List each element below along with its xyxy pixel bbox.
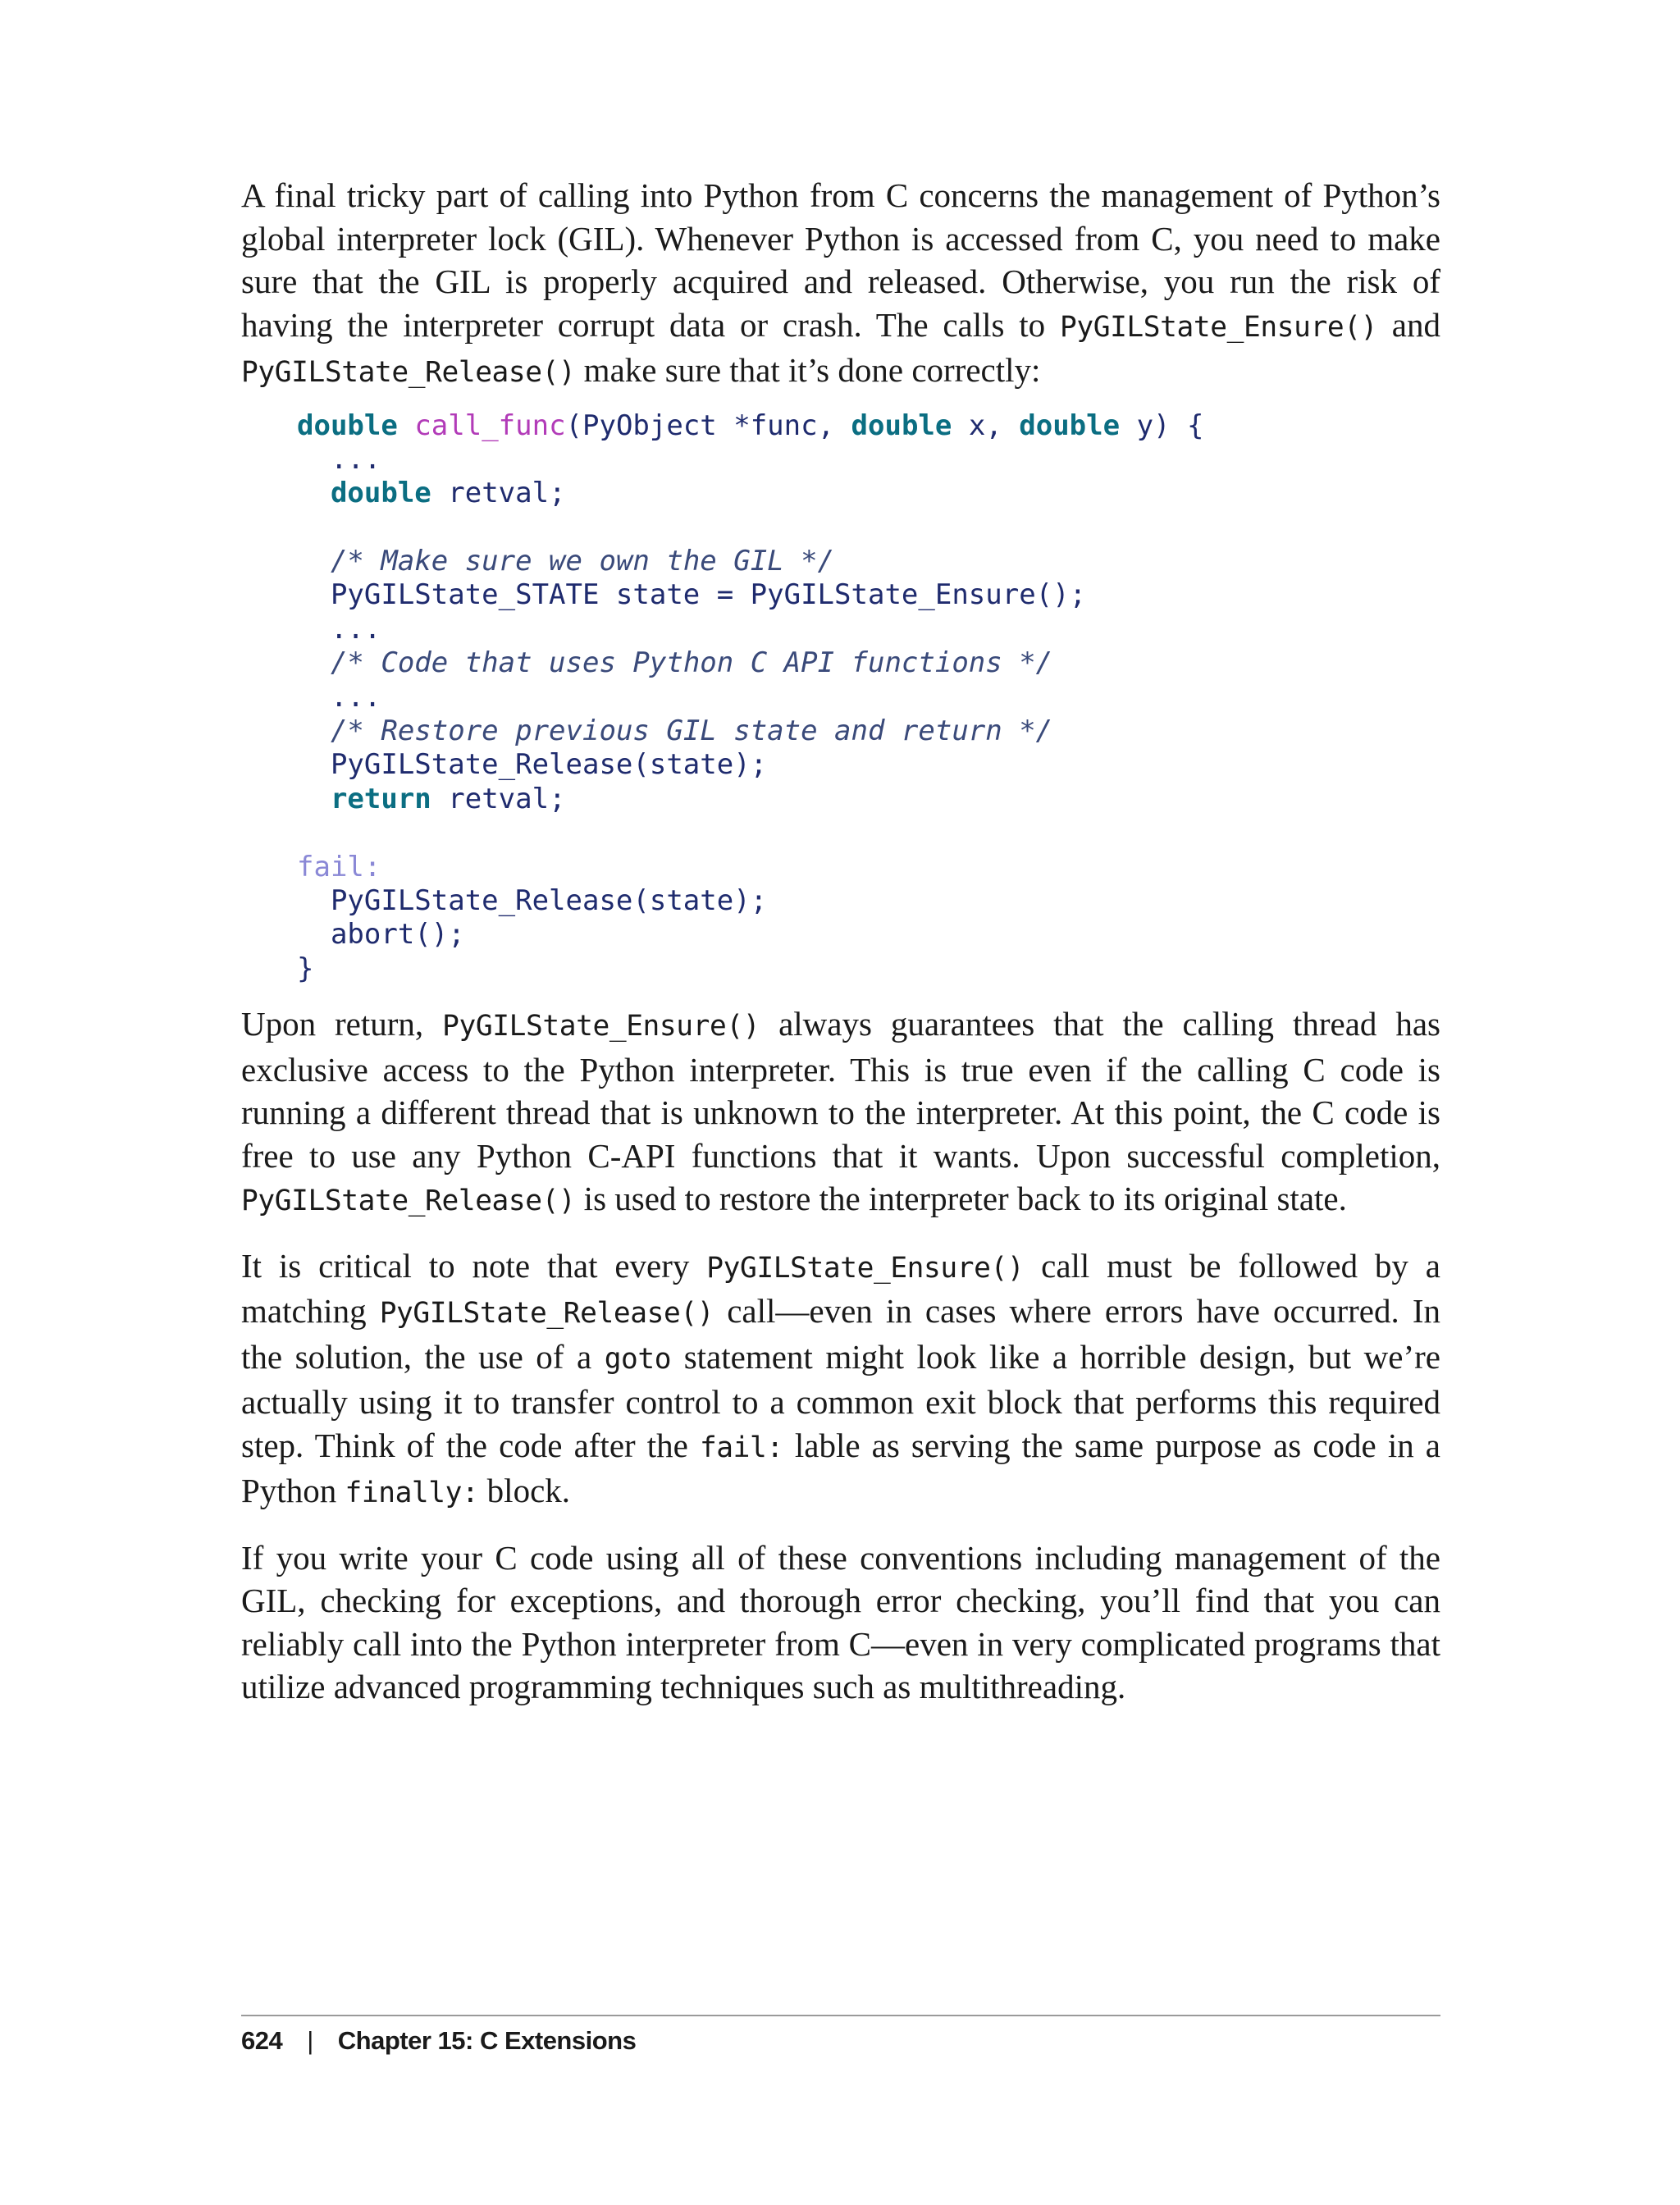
code-token: ... xyxy=(297,442,381,476)
inline-code: PyGILState_Release() xyxy=(241,356,576,389)
code-line xyxy=(297,714,1440,748)
prose-text: and xyxy=(1377,305,1440,344)
inline-code: PyGILState_Release() xyxy=(241,1185,576,1218)
prose-text: make sure that it’s done correctly: xyxy=(575,351,1041,389)
paragraph-conclusion xyxy=(241,1536,1440,1709)
code-line xyxy=(297,851,1440,884)
code-token: retval; xyxy=(431,477,566,510)
paragraph-intro xyxy=(241,174,1440,395)
page-content xyxy=(241,174,1440,1730)
footer-separator: | xyxy=(307,2026,313,2055)
code-token xyxy=(297,714,331,747)
paragraph-critical-note xyxy=(241,1244,1440,1515)
code-line xyxy=(297,578,1440,612)
code-token: return xyxy=(330,782,431,815)
paragraph-upon-return xyxy=(241,1002,1440,1223)
code-token: y) { xyxy=(1120,409,1204,442)
prose-text: lable as serving the same purpose as code in a Python xyxy=(241,1426,1440,1510)
inline-code: PyGILState_Ensure() xyxy=(1059,310,1377,344)
code-token xyxy=(297,545,331,578)
code-line xyxy=(297,511,1440,545)
code-token: /* Code that uses Python C API functions */ xyxy=(330,646,1053,680)
code-line xyxy=(297,816,1440,850)
code-line xyxy=(297,681,1440,714)
inline-code: PyGILState_Release() xyxy=(379,1297,714,1331)
code-token: /* Restore previous GIL state and return */ xyxy=(330,714,1053,748)
code-token: double xyxy=(297,409,398,442)
page-footer xyxy=(241,2026,636,2056)
prose-text: always guarantees that the calling thread has exclusive access to the Python interpreter. This is true even if the calling C code is running a different thread that is unknown to the interpreter. At this point, the C code is free to use any Python C-API functions that it wants. Upon successful completion, xyxy=(241,1005,1440,1175)
code-block-call-func xyxy=(297,409,1440,987)
inline-code: goto xyxy=(604,1342,672,1376)
code-line xyxy=(297,884,1440,918)
code-line xyxy=(297,477,1440,510)
code-token xyxy=(297,477,331,509)
code-token: double xyxy=(851,409,952,442)
code-line xyxy=(297,409,1440,443)
code-token: PyGILState_Release(state); xyxy=(297,748,768,782)
prose-text: It is critical to note that every xyxy=(241,1246,707,1285)
footer-rule xyxy=(241,2015,1440,2016)
code-line xyxy=(297,783,1440,816)
prose-text: If you write your C code using all of these conventions including management of the GIL, checking for exceptions, and thorough error checking, you’ll find that you can reliably call into the Python interpreter from C—even in very complicated programs that utilize advanced programming techniques such as multithreading. xyxy=(241,1538,1440,1706)
code-token: abort(); xyxy=(297,918,465,952)
code-line xyxy=(297,613,1440,646)
prose-text: call must be followed by a matching xyxy=(241,1246,1440,1331)
code-token: double xyxy=(330,477,431,510)
code-line xyxy=(297,545,1440,578)
code-token: PyGILState_STATE state = PyGILState_Ensure(); xyxy=(297,578,1087,612)
code-token xyxy=(297,646,331,679)
code-line xyxy=(297,748,1440,782)
prose-text: is used to restore the interpreter back to its original state. xyxy=(575,1180,1347,1218)
code-token: } xyxy=(297,952,314,985)
inline-code: PyGILState_Ensure() xyxy=(442,1010,760,1043)
code-line xyxy=(297,443,1440,477)
code-token: double xyxy=(1019,409,1121,442)
code-line xyxy=(297,646,1440,680)
code-line xyxy=(297,918,1440,952)
prose-text: block. xyxy=(478,1472,571,1510)
chapter-title: Chapter 15: C Extensions xyxy=(337,2026,637,2055)
inline-code: fail: xyxy=(699,1431,783,1464)
code-token: /* Make sure we own the GIL */ xyxy=(330,545,835,578)
code-token: retval; xyxy=(431,782,566,815)
prose-text: statement might look like a horrible design, but we’re actually using it to transfer control to a common exit block that performs this required step. Think of the code after the xyxy=(241,1337,1440,1464)
code-token: fail: xyxy=(297,850,381,883)
page-number: 624 xyxy=(241,2026,283,2055)
code-token: x, xyxy=(952,409,1020,442)
code-token: call_func xyxy=(414,409,566,442)
prose-text: Upon return, xyxy=(241,1005,443,1043)
code-line xyxy=(297,952,1440,986)
code-token xyxy=(398,409,414,442)
code-token: ... xyxy=(297,680,381,714)
code-token xyxy=(297,783,331,815)
code-token: (PyObject *func, xyxy=(565,409,851,442)
prose-text: call—even in cases where errors have occurred. In the solution, the use of a xyxy=(241,1292,1440,1376)
code-token: ... xyxy=(297,612,381,646)
prose-text: A final tricky part of calling into Python from C concerns the management of Python’s global interpreter lock (GIL). Whenever Python is accessed from C, you need to make sure that the GIL is properly acquired and released. Otherwise, you run the risk of having the interpreter corrupt data or crash. The calls to xyxy=(241,176,1440,344)
code-token: PyGILState_Release(state); xyxy=(297,883,768,917)
inline-code: PyGILState_Ensure() xyxy=(706,1251,1025,1285)
inline-code: finally: xyxy=(345,1477,479,1510)
